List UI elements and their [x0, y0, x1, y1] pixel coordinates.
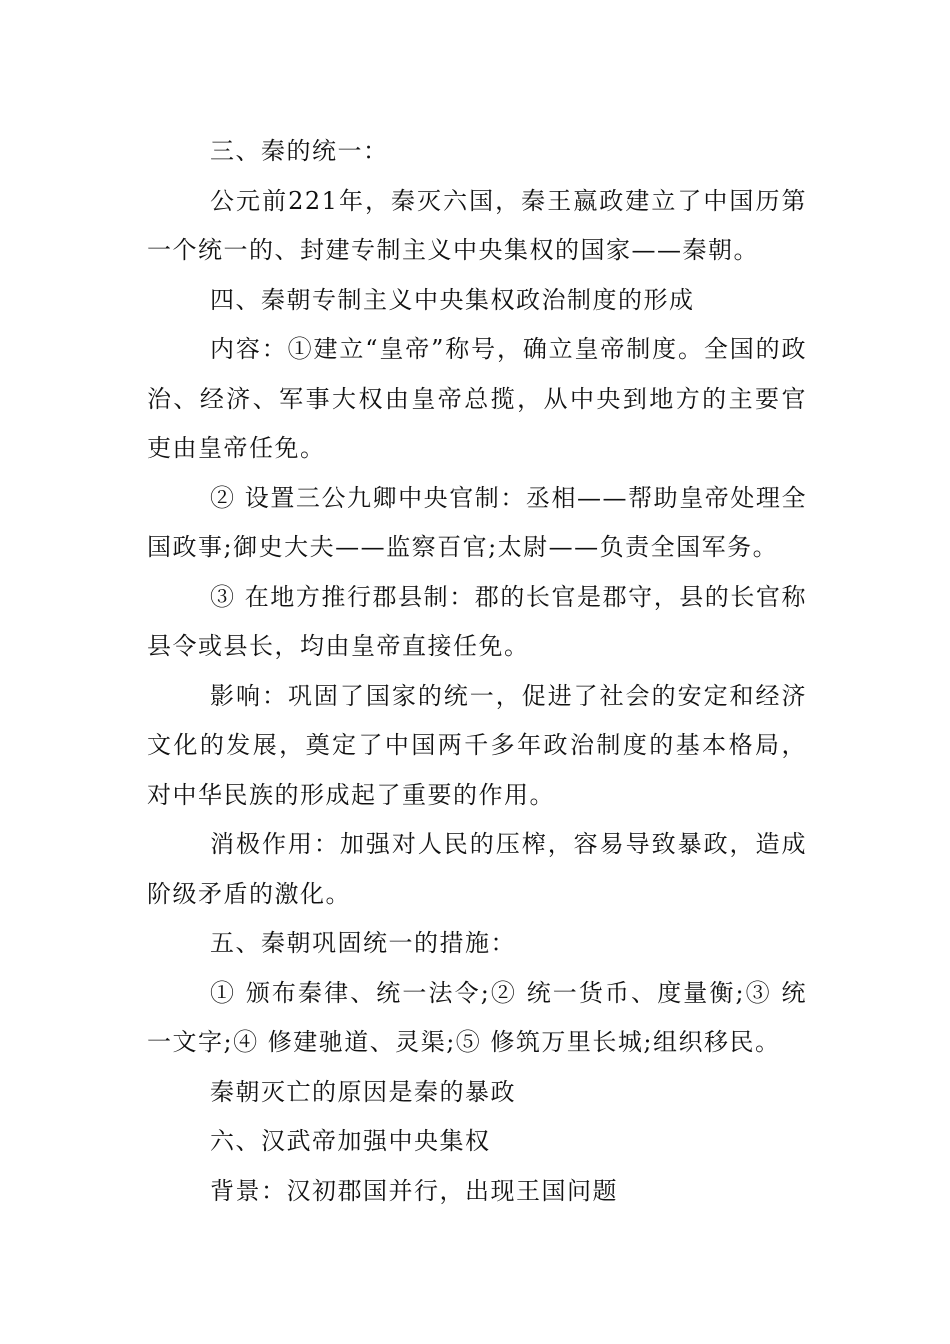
paragraph-three-lords-nine-ministers: ② 设置三公九卿中央官制：丞相——帮助皇帝处理全国政事;御史大夫——监察百官;太尉——负责全国军务。: [147, 483, 807, 561]
heading-han-wudi: 六、汉武帝加强中央集权: [210, 1127, 491, 1155]
paragraph-content-emperor: 内容：①建立“皇帝”称号，确立皇帝制度。全国的政治、经济、军事大权由皇帝总揽，从中央到地方的主要官吏由皇帝任免。: [147, 335, 807, 462]
paragraph-background: 背景：汉初郡国并行，出现王国问题: [210, 1176, 618, 1205]
heading-consolidation-measures: 五、秦朝巩固统一的措施：: [210, 929, 516, 957]
heading-qin-political-system: 四、秦朝专制主义中央集权政治制度的形成: [210, 285, 695, 314]
paragraph-negative-effects: 消极作用：加强对人民的压榨，容易导致暴政，造成阶级矛盾的激化。: [147, 830, 807, 908]
paragraph-influence: 影响：巩固了国家的统一，促进了社会的安定和经济文化的发展，奠定了中国两千多年政治制度的基本格局，对中华民族的形成起了重要的作用。: [147, 681, 807, 809]
paragraph-qin-founding: 公元前221年，秦灭六国，秦王嬴政建立了中国历第一个统一的、封建专制主义中央集权的国家——秦朝。: [147, 186, 807, 264]
paragraph-qin-fall-reason: 秦朝灭亡的原因是秦的暴政: [210, 1077, 516, 1106]
paragraph-measures-list: ① 颁布秦律、统一法令;② 统一货币、度量衡;③ 统一文字;④ 修建驰道、灵渠;⑤ 修筑万里长城;组织移民。: [147, 978, 807, 1056]
paragraph-commandery-county: ③ 在地方推行郡县制：郡的长官是郡守，县的长官称县令或县长，均由皇帝直接任免。: [147, 582, 807, 660]
document-body: [147, 127, 807, 1216]
heading-qin-unification: 三、秦的统一：: [210, 137, 389, 165]
